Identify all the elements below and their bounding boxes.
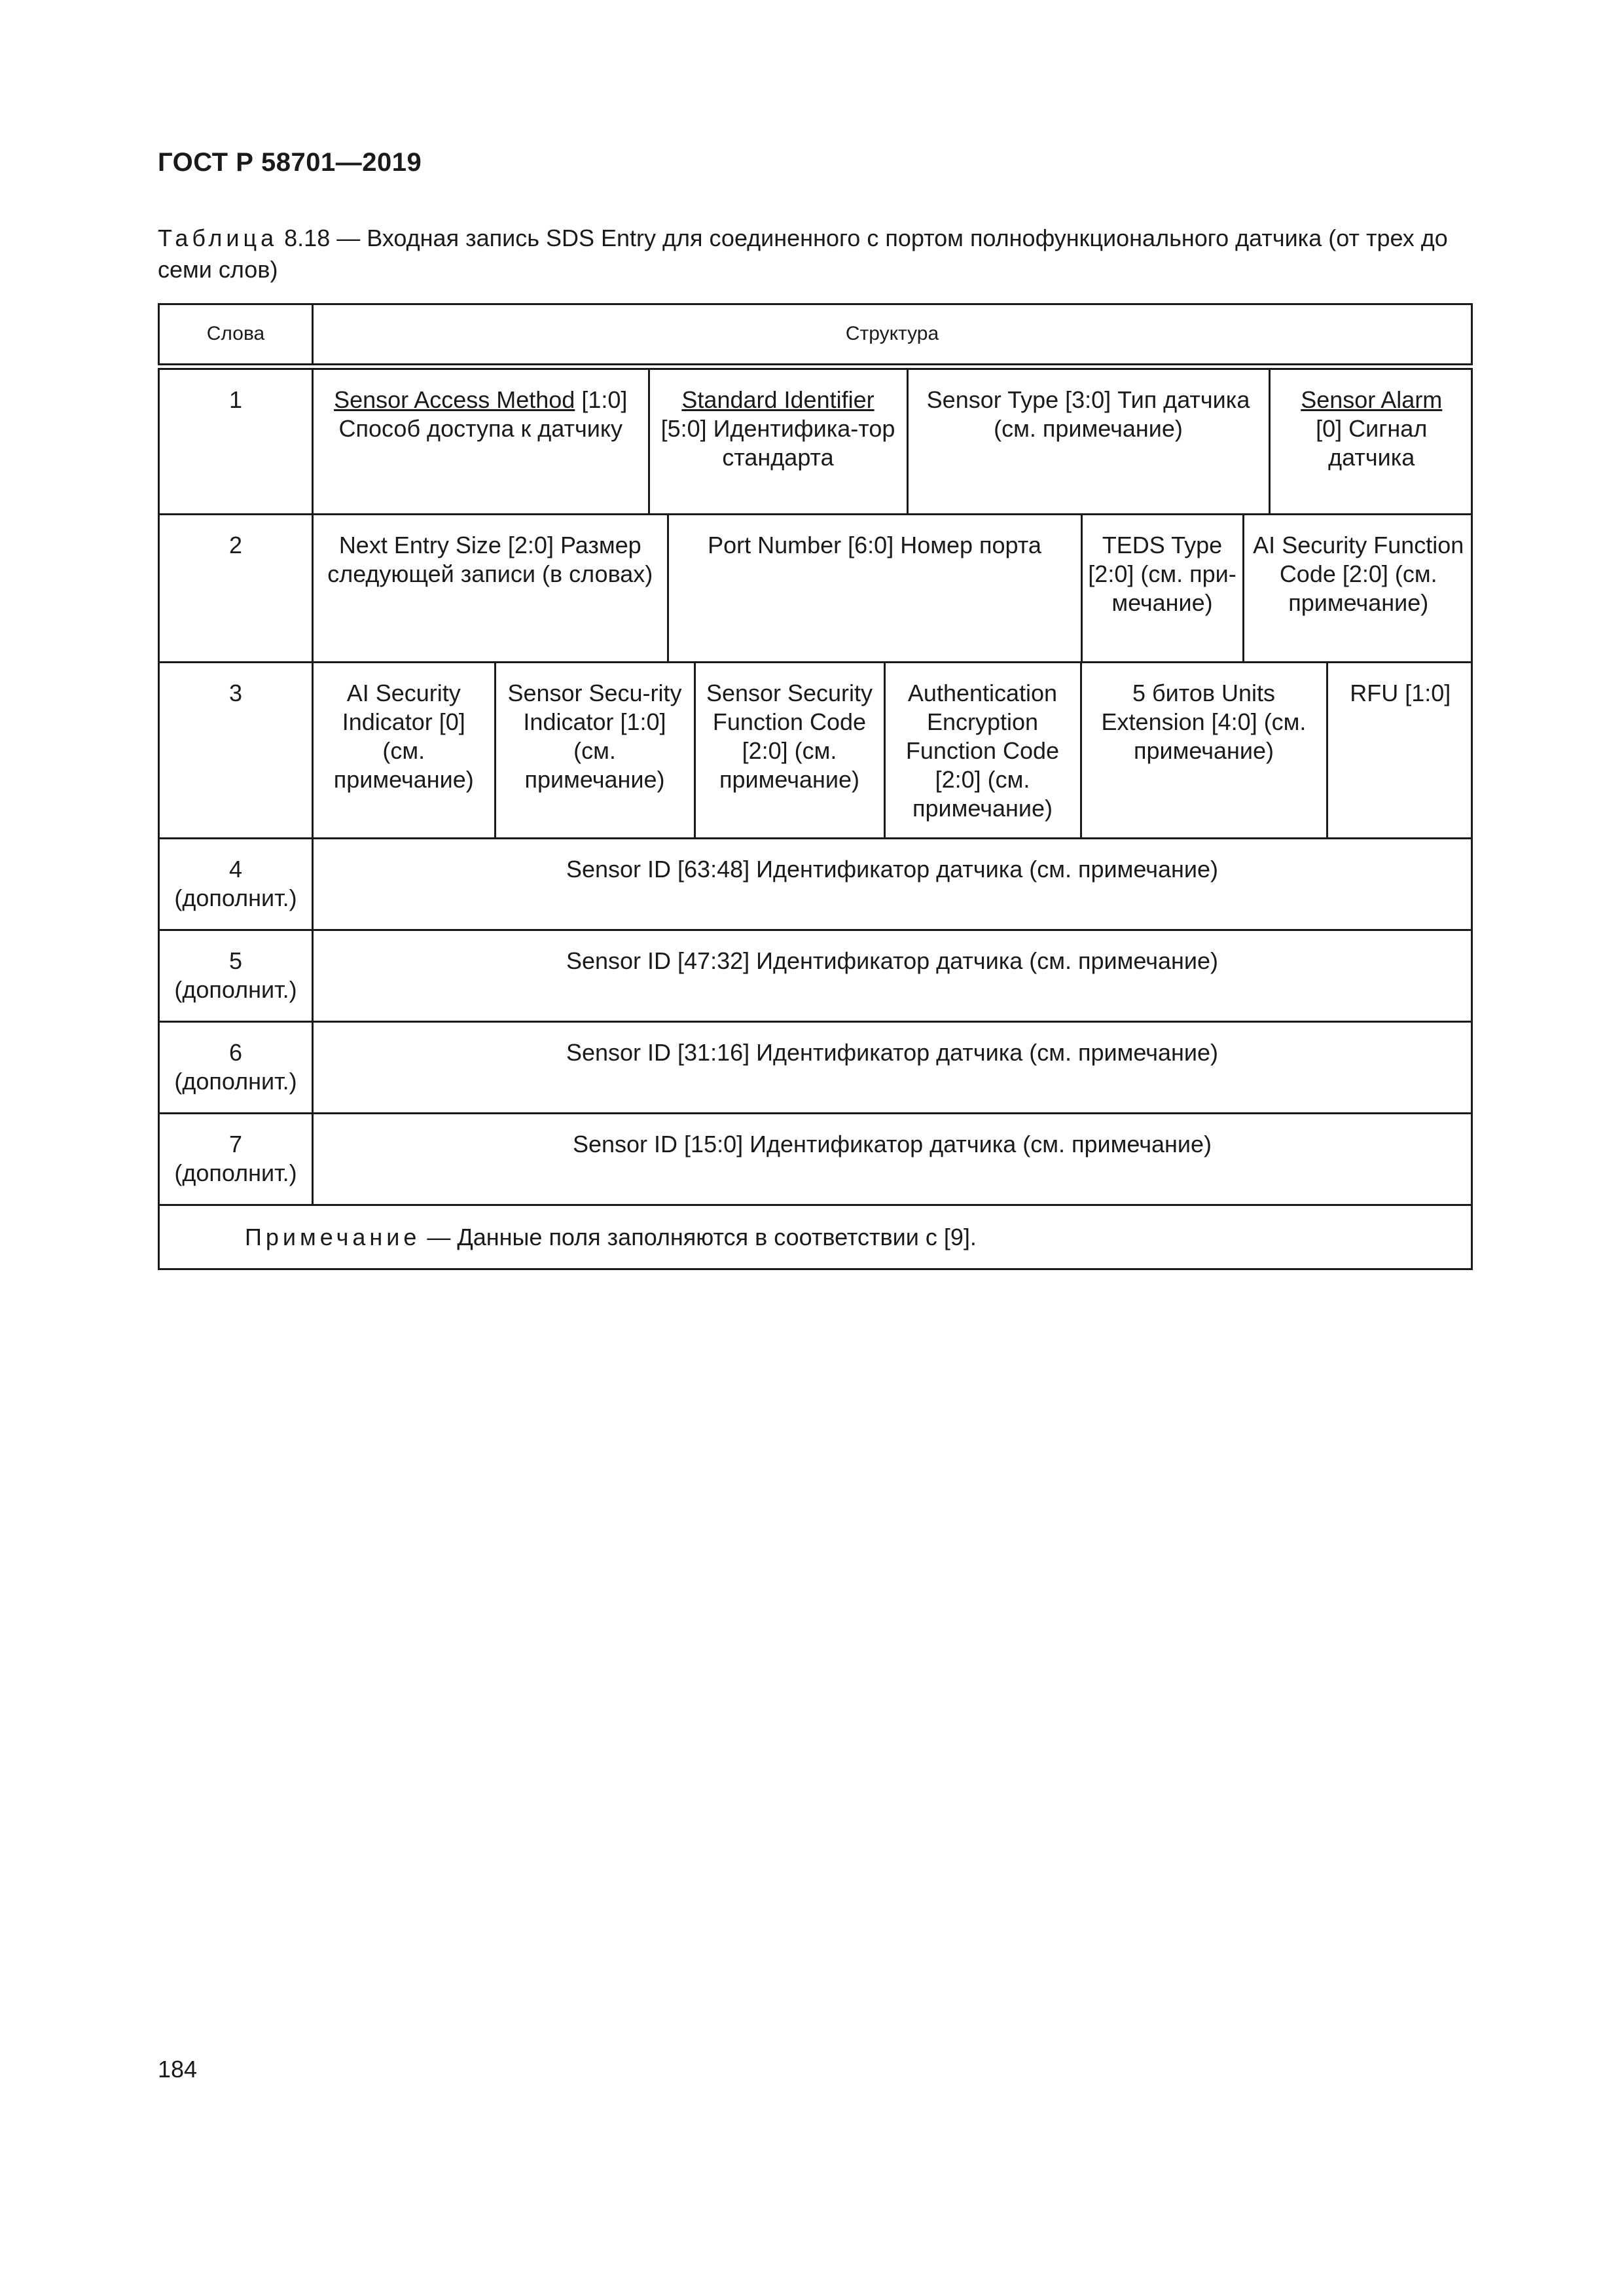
header-structure: Структура bbox=[313, 304, 1472, 367]
word-value: 4 bbox=[228, 856, 243, 883]
field-cell: 5 битов Units Extension [4:0] (см. примечание) bbox=[1081, 663, 1327, 837]
field-cell: TEDS Type [2:0] (см. при-мечание) bbox=[1081, 515, 1243, 661]
field-cell: Sensor Secu-rity Indicator [1:0] (см. примечание) bbox=[495, 663, 695, 837]
page-number: 184 bbox=[158, 2056, 198, 2083]
note-label: Примечание bbox=[245, 1223, 421, 1250]
table-row bbox=[159, 663, 1472, 839]
word-value: 5 bbox=[228, 947, 243, 974]
sensor-id-field: Sensor ID [47:32] Идентификатор датчика (см. примечание) bbox=[313, 930, 1472, 1022]
field-cell bbox=[314, 370, 649, 514]
field-cell bbox=[1269, 370, 1473, 514]
word-note: (дополнит.) bbox=[174, 884, 297, 911]
word-note: (дополнит.) bbox=[174, 976, 297, 1003]
word-2-fields bbox=[314, 515, 1473, 661]
field-cell: RFU [1:0] bbox=[1327, 663, 1473, 837]
sensor-id-field: Sensor ID [15:0] Идентификатор датчика (см. примечание) bbox=[313, 1114, 1472, 1205]
field-title: Sensor Alarm bbox=[1301, 386, 1443, 413]
table-note bbox=[159, 1205, 1472, 1269]
table-row bbox=[159, 839, 1472, 930]
table-note-row bbox=[159, 1205, 1472, 1269]
table-row bbox=[159, 1022, 1472, 1114]
structure-cell bbox=[313, 663, 1472, 839]
word-number bbox=[159, 1022, 313, 1114]
sds-entry-table bbox=[158, 303, 1473, 1270]
field-cell: AI Security Indicator [0] (см. примечание) bbox=[333, 680, 474, 793]
field-cell: Authentication Encryption Function Code [2:0] (см. примечание) bbox=[884, 663, 1081, 837]
document-header: ГОСТ Р 58701—2019 bbox=[158, 148, 422, 177]
field-description: Способ доступа к датчику bbox=[338, 414, 623, 442]
word-number bbox=[159, 839, 313, 930]
field-cell: Next Entry Size [2:0] Размер следующей записи (в словах) bbox=[327, 532, 653, 587]
field-description: Sensor Type [3:0] Тип датчика (см. примечание) bbox=[926, 386, 1250, 442]
word-number: 1 bbox=[159, 367, 313, 515]
word-note: (дополнит.) bbox=[174, 1068, 297, 1095]
field-cell: Port Number [6:0] Номер порта bbox=[668, 515, 1081, 661]
table-caption bbox=[158, 223, 1470, 285]
field-cell bbox=[649, 370, 907, 514]
word-number bbox=[159, 1114, 313, 1205]
word-value: 6 bbox=[228, 1039, 243, 1066]
field-description: [0] Сигнал датчика bbox=[1316, 414, 1428, 471]
word-number bbox=[159, 930, 313, 1022]
field-cell: Sensor Security Function Code [2:0] (см. примечание) bbox=[695, 663, 884, 837]
caption-label: Таблица bbox=[158, 225, 278, 251]
structure-cell bbox=[313, 515, 1472, 663]
word-note: (дополнит.) bbox=[174, 1159, 297, 1186]
table-row bbox=[159, 367, 1472, 515]
field-description: [5:0] Идентифика-тор стандарта bbox=[660, 414, 895, 471]
word-3-fields bbox=[314, 663, 1473, 837]
structure-cell bbox=[313, 367, 1472, 515]
word-number: 2 bbox=[159, 515, 313, 663]
caption-text: 8.18 — Входная запись SDS Entry для соединенного с портом полнофункционального датчика (от трех до семи слов) bbox=[158, 225, 1448, 283]
sensor-id-field: Sensor ID [31:16] Идентификатор датчика (см. примечание) bbox=[313, 1022, 1472, 1114]
field-title: Sensor Access Method bbox=[334, 386, 575, 413]
field-cell: AI Security Function Code [2:0] (см. примечание) bbox=[1243, 515, 1473, 661]
field-title: Standard Identifier bbox=[681, 386, 875, 413]
word-value: 7 bbox=[228, 1131, 243, 1157]
note-text: — Данные поля заполняются в соответствии с [9]. bbox=[420, 1223, 977, 1250]
field-cell bbox=[907, 370, 1269, 514]
word-1-fields bbox=[314, 370, 1473, 514]
field-bits: [1:0] bbox=[575, 386, 628, 413]
table-row bbox=[159, 1114, 1472, 1205]
word-number: 3 bbox=[159, 663, 313, 839]
table-row bbox=[159, 515, 1472, 663]
header-words: Слова bbox=[159, 304, 313, 367]
sensor-id-field: Sensor ID [63:48] Идентификатор датчика (см. примечание) bbox=[313, 839, 1472, 930]
table-row bbox=[159, 930, 1472, 1022]
table-header-row bbox=[159, 304, 1472, 367]
